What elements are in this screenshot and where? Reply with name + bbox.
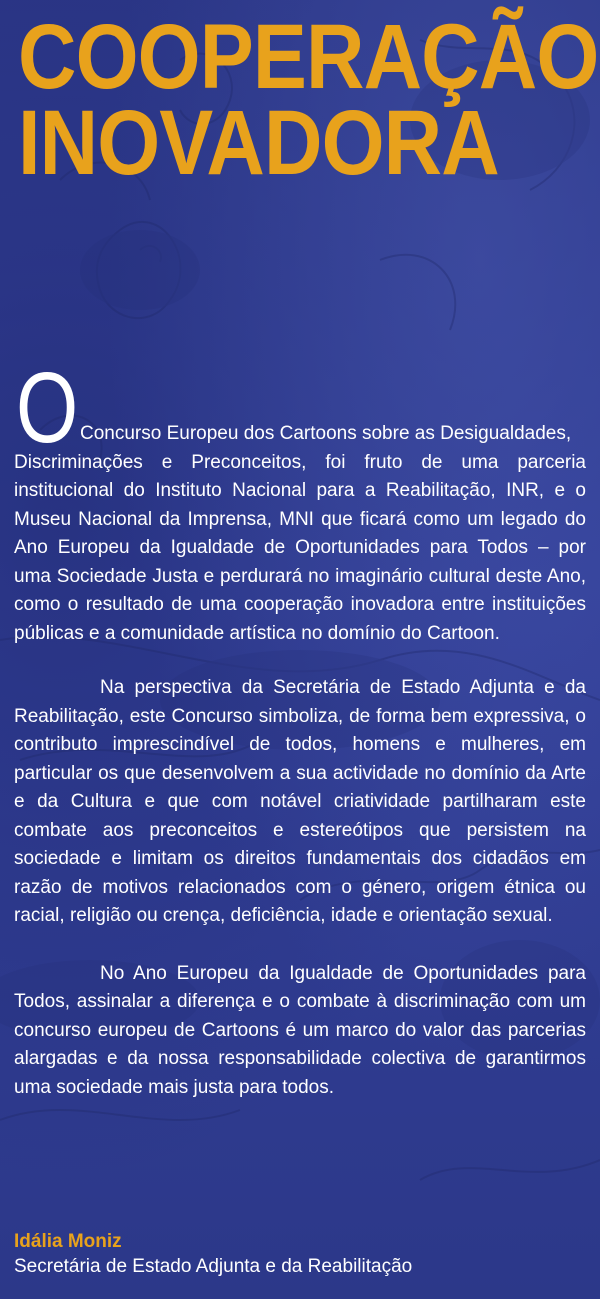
title-line-2: INOVADORA (18, 92, 499, 194)
paragraph-3: No Ano Europeu da Igualdade de Oportunidades para Todos, assinalar a diferença e o combate à discriminação com um concurso europeu de Cartoons é um marco do valor das parcerias alargadas e da nossa responsabilidade colectiva de garantirmos uma sociedade mais justa para todos. (14, 962, 586, 1098)
article-body (14, 352, 586, 1102)
paragraph-1-text: Discriminações e Preconceitos, foi fruto de uma parceria institucional do Instituto Nacional para a Reabilitação, INR, e o Museu Nacional da Imprensa, MNI que ficará como um legado do Ano Europeu da Igualdade de Oportunidades para Todos – por uma Sociedade Justa e perdurará no imaginário cultural deste Ano, como o resultado de uma cooperação inovadora entre instituições públicas e a comunidade artística no domínio do Cartoon. (14, 451, 586, 644)
signature (14, 1229, 586, 1279)
title-line-1: COOPERAÇÃO (18, 6, 599, 108)
paragraph-1 (14, 352, 586, 648)
page-title (18, 6, 599, 194)
drop-cap: O (16, 352, 79, 464)
paragraph-1-first-line: Concurso Europeu dos Cartoons sobre as Desigualdades, (80, 423, 572, 444)
signature-name: Idália Moniz (14, 1231, 122, 1252)
paragraph-2: Na perspectiva da Secretária de Estado Adjunta e da Reabilitação, este Concurso simboliza, de forma bem expressiva, o contributo imprescindível de todos, homens e mulheres, em particular os que desenvolvem a sua actividade no domínio da Arte e da Cultura e que com notável criatividade partilharam este combate aos preconceitos e estereótipos que persistem na sociedade e limitam os direitos fundamentais dos cidadãos em razão de motivos relacionados com o género, origem étnica ou racial, religião ou crença, deficiência, idade e orientação sexual. (14, 677, 586, 926)
signature-role: Secretária de Estado Adjunta e da Reabilitação (14, 1256, 413, 1277)
